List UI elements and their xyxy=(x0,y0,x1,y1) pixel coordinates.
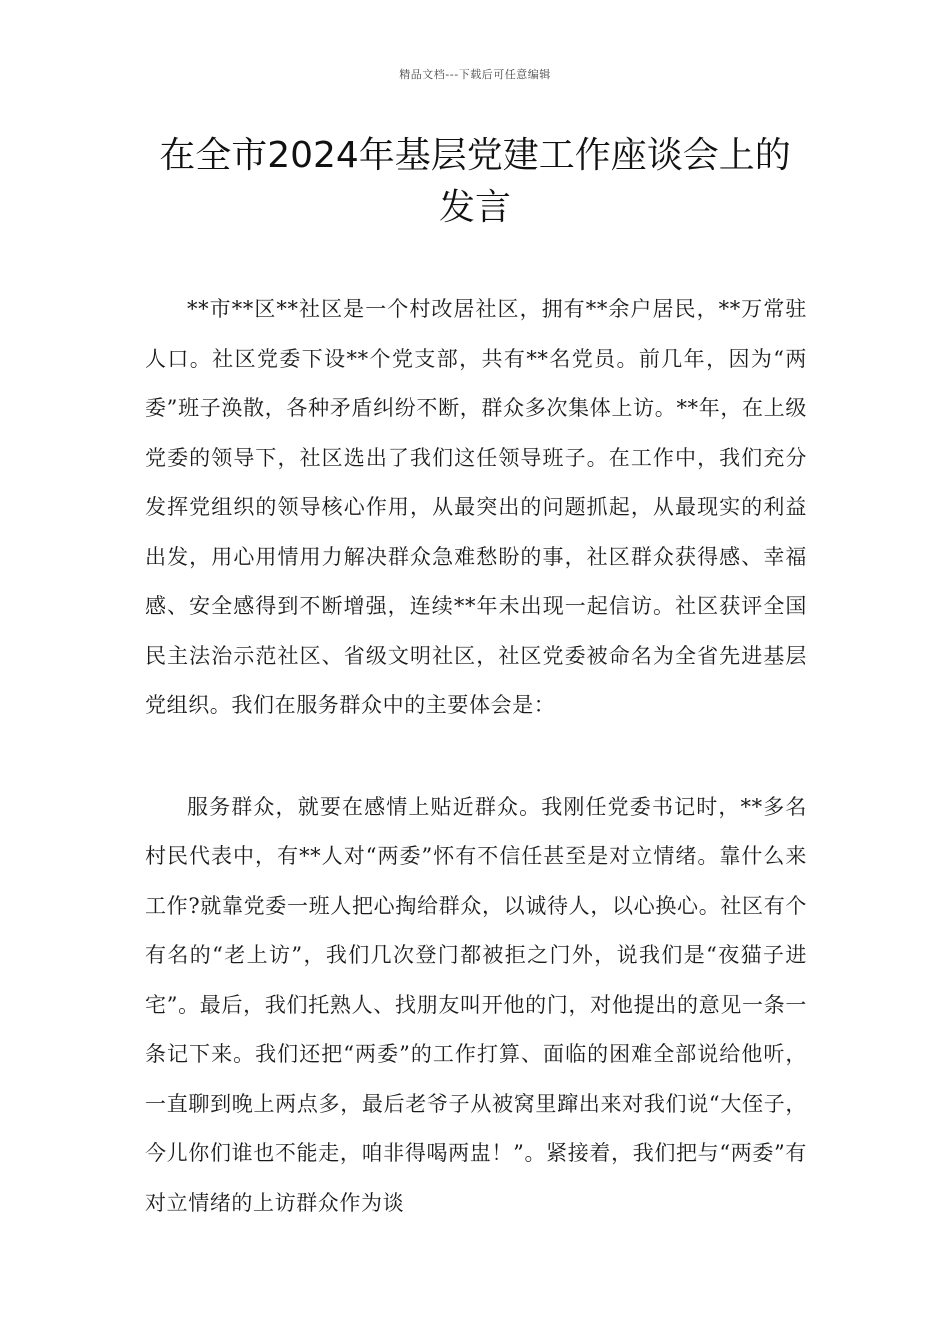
document-title: 在全市2024年基层党建工作座谈会上的发言 xyxy=(159,135,791,228)
document-body xyxy=(145,285,807,1228)
body-paragraph: **市**区**社区是一个村改居社区，拥有**余户居民，**万常驻人口。社区党委下设**个党支部，共有**名党员。前几年，因为“两委”班子涣散，各种矛盾纠纷不断，群众多次集体上访。**年，在上级党委的领导下，社区选出了我们这任领导班子。在工作中，我们充分发挥党组织的领导核心作用，从最突出的问题抓起，从最现实的利益出发，用心用情用力解决群众急难愁盼的事，社区群众获得感、幸福感、安全感得到不断增强，连续**年未出现一起信访。社区获评全国民主法治示范社区、省级文明社区，社区党委被命名为全省先进基层党组织。我们在服务群众中的主要体会是： xyxy=(145,297,807,717)
header-note: 精品文档---下载后可任意编辑 xyxy=(399,68,551,81)
body-paragraph: 服务群众，就要在感情上贴近群众。我刚任党委书记时，**多名村民代表中，有**人对“两委”怀有不信任甚至是对立情绪。靠什么来工作?就靠党委一班人把心掏给群众，以诚待人，以心换心。社区有个有名的“老上访”，我们几次登门都被拒之门外，说我们是“夜猫子进宅”。最后，我们托熟人、找朋友叫开他的门，对他提出的意见一条一条记下来。我们还把“两委”的工作打算、面临的困难全部说给他听，一直聊到晚上两点多，最后老爷子从被窝里蹿出来对我们说“大侄子，今儿你们谁也不能走，咱非得喝两盅！”。紧接着，我们把与“两委”有对立情绪的上访群众作为谈 xyxy=(145,794,807,1215)
